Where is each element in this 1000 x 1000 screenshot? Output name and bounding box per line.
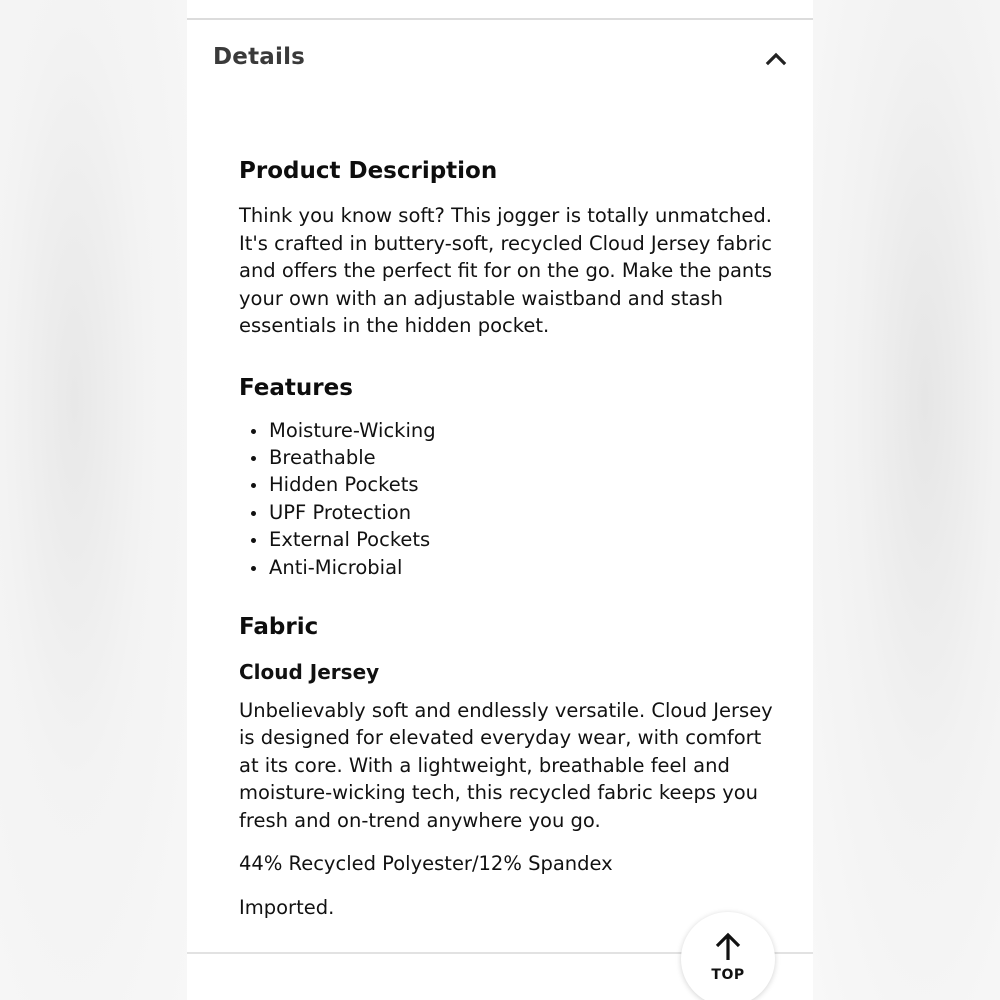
details-title: Details [213, 44, 306, 70]
list-item [239, 554, 779, 581]
chevron-up-icon[interactable] [765, 50, 787, 66]
product-description-text: Think you know soft? This jogger is totally unmatched. It's crafted in buttery-soft, recycled Cloud Jersey fabric and offers the perfect fit for on the go. Make the pants your own with an adjustable waistband and stash essentials in the hidden pocket. [239, 204, 773, 337]
list-item [239, 417, 779, 444]
bullet-icon [251, 538, 256, 543]
fabric-name: Cloud Jersey [239, 659, 380, 684]
list-item [239, 471, 779, 498]
details-content [239, 152, 779, 921]
feature-label: Breathable [269, 445, 376, 469]
back-to-top-label: TOP [711, 967, 745, 983]
background-left [0, 0, 187, 1000]
list-item [239, 526, 779, 553]
country-of-origin: Imported. [239, 895, 335, 919]
feature-label: UPF Protection [269, 500, 412, 524]
feature-label: Moisture-Wicking [269, 418, 436, 442]
product-description-heading: Product Description [239, 158, 498, 184]
bullet-icon [251, 566, 256, 571]
bullet-icon [251, 429, 256, 434]
feature-label: External Pockets [269, 528, 431, 552]
product-details-panel [187, 0, 813, 1000]
details-accordion-header[interactable] [187, 20, 813, 100]
arrow-up-icon [713, 932, 743, 962]
features-list [239, 417, 779, 581]
background-right [813, 0, 1000, 1000]
bullet-icon [251, 483, 256, 488]
list-item [239, 444, 779, 471]
back-to-top-button[interactable] [681, 912, 775, 1000]
list-item [239, 499, 779, 526]
features-heading: Features [239, 374, 353, 401]
feature-label: Anti-Microbial [269, 555, 403, 579]
feature-label: Hidden Pockets [269, 473, 419, 497]
bullet-icon [251, 456, 256, 461]
bullet-icon [251, 511, 256, 516]
fabric-description: Unbelievably soft and endlessly versatile. Cloud Jersey is designed for elevated everyday wear, with comfort at its core. With a lightweight, breathable feel and moisture-wicking tech, this recycled fabric keeps you fresh and on-trend anywhere you go. [239, 698, 773, 832]
fabric-composition: 44% Recycled Polyester/12% Spandex [239, 852, 613, 876]
fabric-heading: Fabric [239, 613, 319, 640]
